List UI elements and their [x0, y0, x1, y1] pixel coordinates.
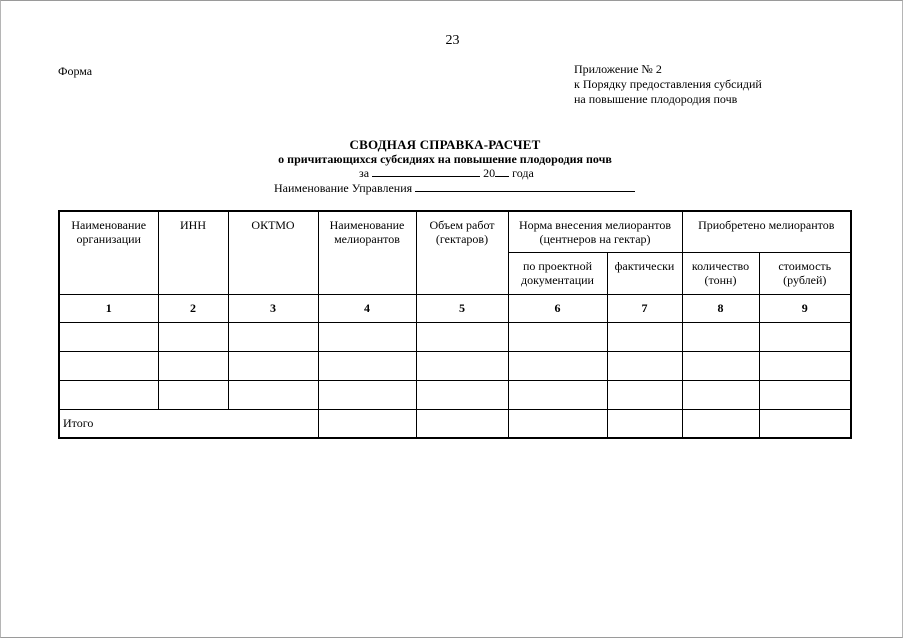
header-inn: ИНН: [158, 211, 228, 294]
appendix-line-2: к Порядку предоставления субсидий: [574, 77, 762, 91]
header-norm-actual: фактически: [607, 252, 682, 294]
header-acquired-cost: стоимость (рублей): [759, 252, 851, 294]
document-subtitle: о причитающихся субсидиях на повышение плодородия почв: [278, 152, 612, 166]
header-row-1: [59, 211, 851, 252]
table-cell[interactable]: [416, 322, 508, 351]
table-cell[interactable]: [158, 380, 228, 409]
column-number: 9: [759, 294, 851, 322]
table-cell[interactable]: [228, 380, 318, 409]
total-row: [59, 409, 851, 438]
subsidy-table: [58, 210, 852, 439]
table-cell[interactable]: [508, 380, 607, 409]
period-line: [359, 166, 534, 181]
column-number: 5: [416, 294, 508, 322]
table-cell[interactable]: [59, 380, 158, 409]
column-number: 1: [59, 294, 158, 322]
table-cell[interactable]: [416, 351, 508, 380]
table-cell[interactable]: [759, 351, 851, 380]
table-cell[interactable]: [759, 322, 851, 351]
table-cell[interactable]: [318, 380, 416, 409]
table-cell[interactable]: [682, 351, 759, 380]
column-number: 4: [318, 294, 416, 322]
period-suffix: года: [512, 166, 534, 180]
department-blank-field[interactable]: [415, 181, 635, 192]
column-number: 6: [508, 294, 607, 322]
table-row: [59, 380, 851, 409]
table-cell[interactable]: [228, 322, 318, 351]
page-number: 23: [445, 33, 460, 48]
table-cell[interactable]: [508, 409, 607, 438]
form-label: Форма: [58, 64, 93, 78]
document-title: СВОДНАЯ СПРАВКА-РАСЧЕТ: [349, 137, 541, 152]
table-cell[interactable]: [158, 351, 228, 380]
table-cell[interactable]: [416, 380, 508, 409]
table-cell[interactable]: [682, 322, 759, 351]
table-cell[interactable]: [158, 322, 228, 351]
period-blank-field[interactable]: [372, 166, 480, 177]
table-row: [59, 322, 851, 351]
appendix-line-1: Приложение № 2: [574, 62, 662, 76]
table-cell[interactable]: [318, 409, 416, 438]
table-cell[interactable]: [416, 409, 508, 438]
header-norm-group: Норма внесения мелиорантов (центнеров на гектар): [508, 211, 682, 252]
header-ameliorant-name: Наименование мелиорантов: [318, 211, 416, 294]
table-cell[interactable]: [59, 351, 158, 380]
table-cell[interactable]: [318, 322, 416, 351]
table-cell[interactable]: [508, 351, 607, 380]
column-number: 3: [228, 294, 318, 322]
header-acquired-qty: количество (тонн): [682, 252, 759, 294]
table-cell[interactable]: [607, 409, 682, 438]
header-org-name: Наименование организации: [59, 211, 158, 294]
table-cell[interactable]: [759, 409, 851, 438]
period-year-prefix: 20: [483, 166, 496, 180]
table-cell[interactable]: [318, 351, 416, 380]
table-cell[interactable]: [682, 409, 759, 438]
department-line: [274, 181, 635, 196]
header-work-volume: Объем работ (гектаров): [416, 211, 508, 294]
column-number: 8: [682, 294, 759, 322]
table-cell[interactable]: [59, 322, 158, 351]
table-row: [59, 351, 851, 380]
year-blank-field[interactable]: [495, 166, 509, 177]
total-label: Итого: [59, 409, 318, 438]
column-number: 7: [607, 294, 682, 322]
period-prefix: за: [359, 166, 370, 180]
table-cell[interactable]: [228, 351, 318, 380]
table-cell[interactable]: [607, 380, 682, 409]
table-cell[interactable]: [682, 380, 759, 409]
header-oktmo: ОКТМО: [228, 211, 318, 294]
department-label: Наименование Управления: [274, 181, 413, 195]
appendix-line-3: на повышение плодородия почв: [574, 92, 738, 106]
column-number-row: [59, 294, 851, 322]
header-norm-project: по проектной документации: [508, 252, 607, 294]
table-cell[interactable]: [607, 322, 682, 351]
header-acquired-group: Приобретено мелиорантов: [682, 211, 851, 252]
table-cell[interactable]: [508, 322, 607, 351]
table-cell[interactable]: [607, 351, 682, 380]
column-number: 2: [158, 294, 228, 322]
table-cell[interactable]: [759, 380, 851, 409]
appendix-note: [574, 62, 762, 107]
